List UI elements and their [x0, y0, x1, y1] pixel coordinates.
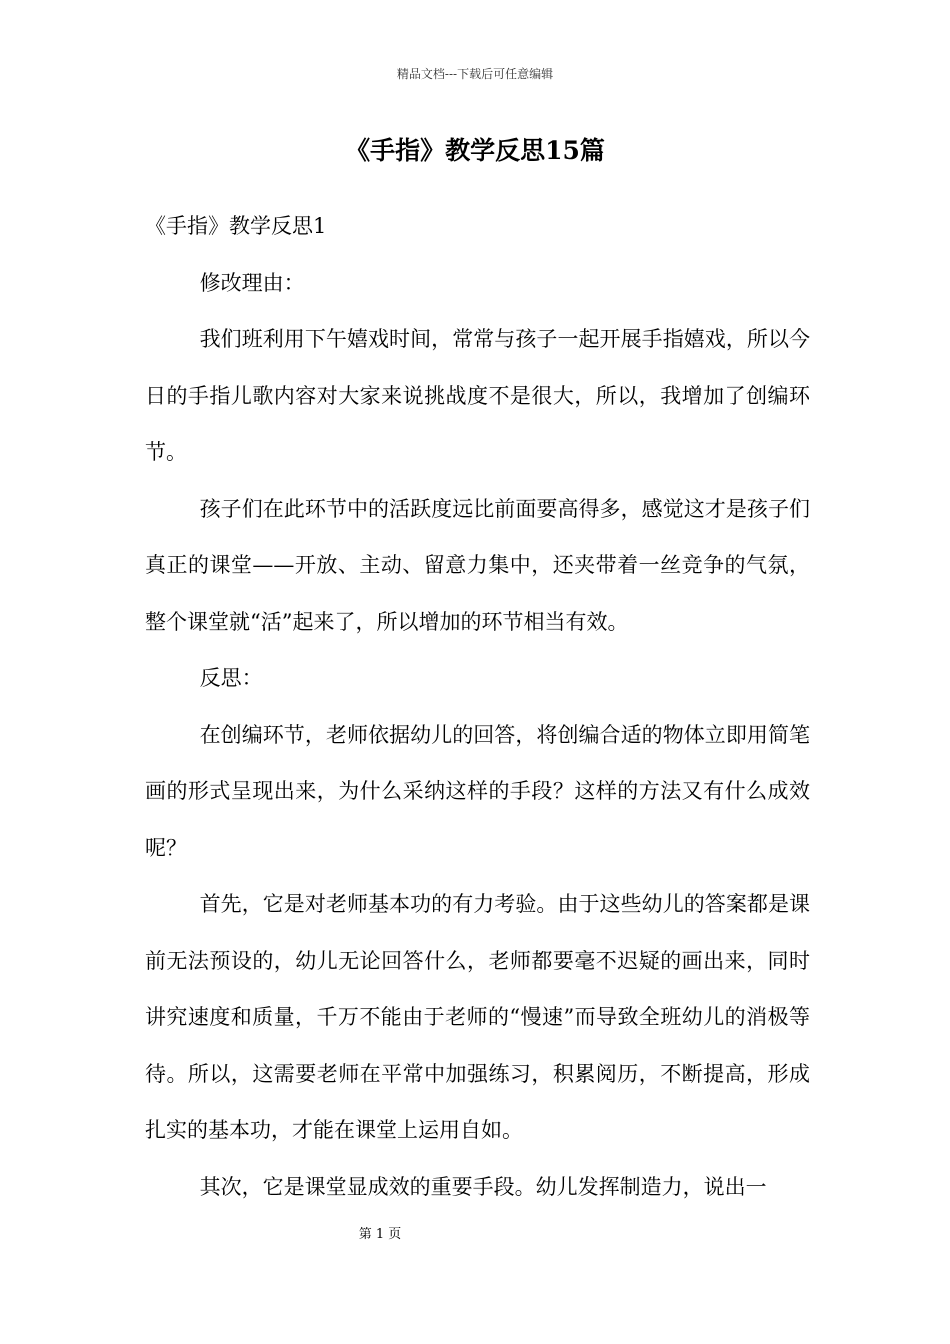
paragraph-reflection-label: 反思：: [199, 666, 263, 690]
paragraph: 其次，它是课堂显成效的重要手段。幼儿发挥制造力，说出一: [199, 1174, 767, 1199]
section-heading: 《手指》教学反思1: [145, 214, 327, 238]
paragraph-modification-reason-label: 修改理由：: [199, 270, 305, 295]
document-body: [145, 198, 810, 1215]
paragraph: 孩子们在此环节中的活跃度远比前面要高得多，感觉这才是孩子们真正的课堂——开放、主动、留意力集中，还夹带着一丝竞争的气氛，整个课堂就“活”起来了，所以增加的环节相当有效。: [145, 496, 810, 634]
paragraph: 在创编环节，老师依据幼儿的回答，将创编合适的物体立即用简笔画的形式呈现出来，为什么采纳这样的手段？这样的方法又有什么成效呢？: [145, 722, 810, 860]
page-number: 第 1 页: [358, 1227, 402, 1242]
paragraph: 我们班利用下午嬉戏时间，常常与孩子一起开展手指嬉戏，所以今日的手指儿歌内容对大家来说挑战度不是很大，所以，我增加了创编环节。: [145, 327, 810, 464]
page-header: 精品文档---下载后可任意编辑: [396, 67, 554, 81]
paragraph: 首先，它是对老师基本功的有力考验。由于这些幼儿的答案都是课前无法预设的，幼儿无论回答什么，老师都要毫不迟疑的画出来，同时讲究速度和质量，千万不能由于老师的“慢速”而导致全班幼儿的消极等待。所以，这需要老师在平常中加强练习，积累阅历，不断提高，形成扎实的基本功，才能在课堂上运用自如。: [145, 892, 810, 1142]
document-title: 《手指》教学反思15篇: [345, 136, 605, 165]
